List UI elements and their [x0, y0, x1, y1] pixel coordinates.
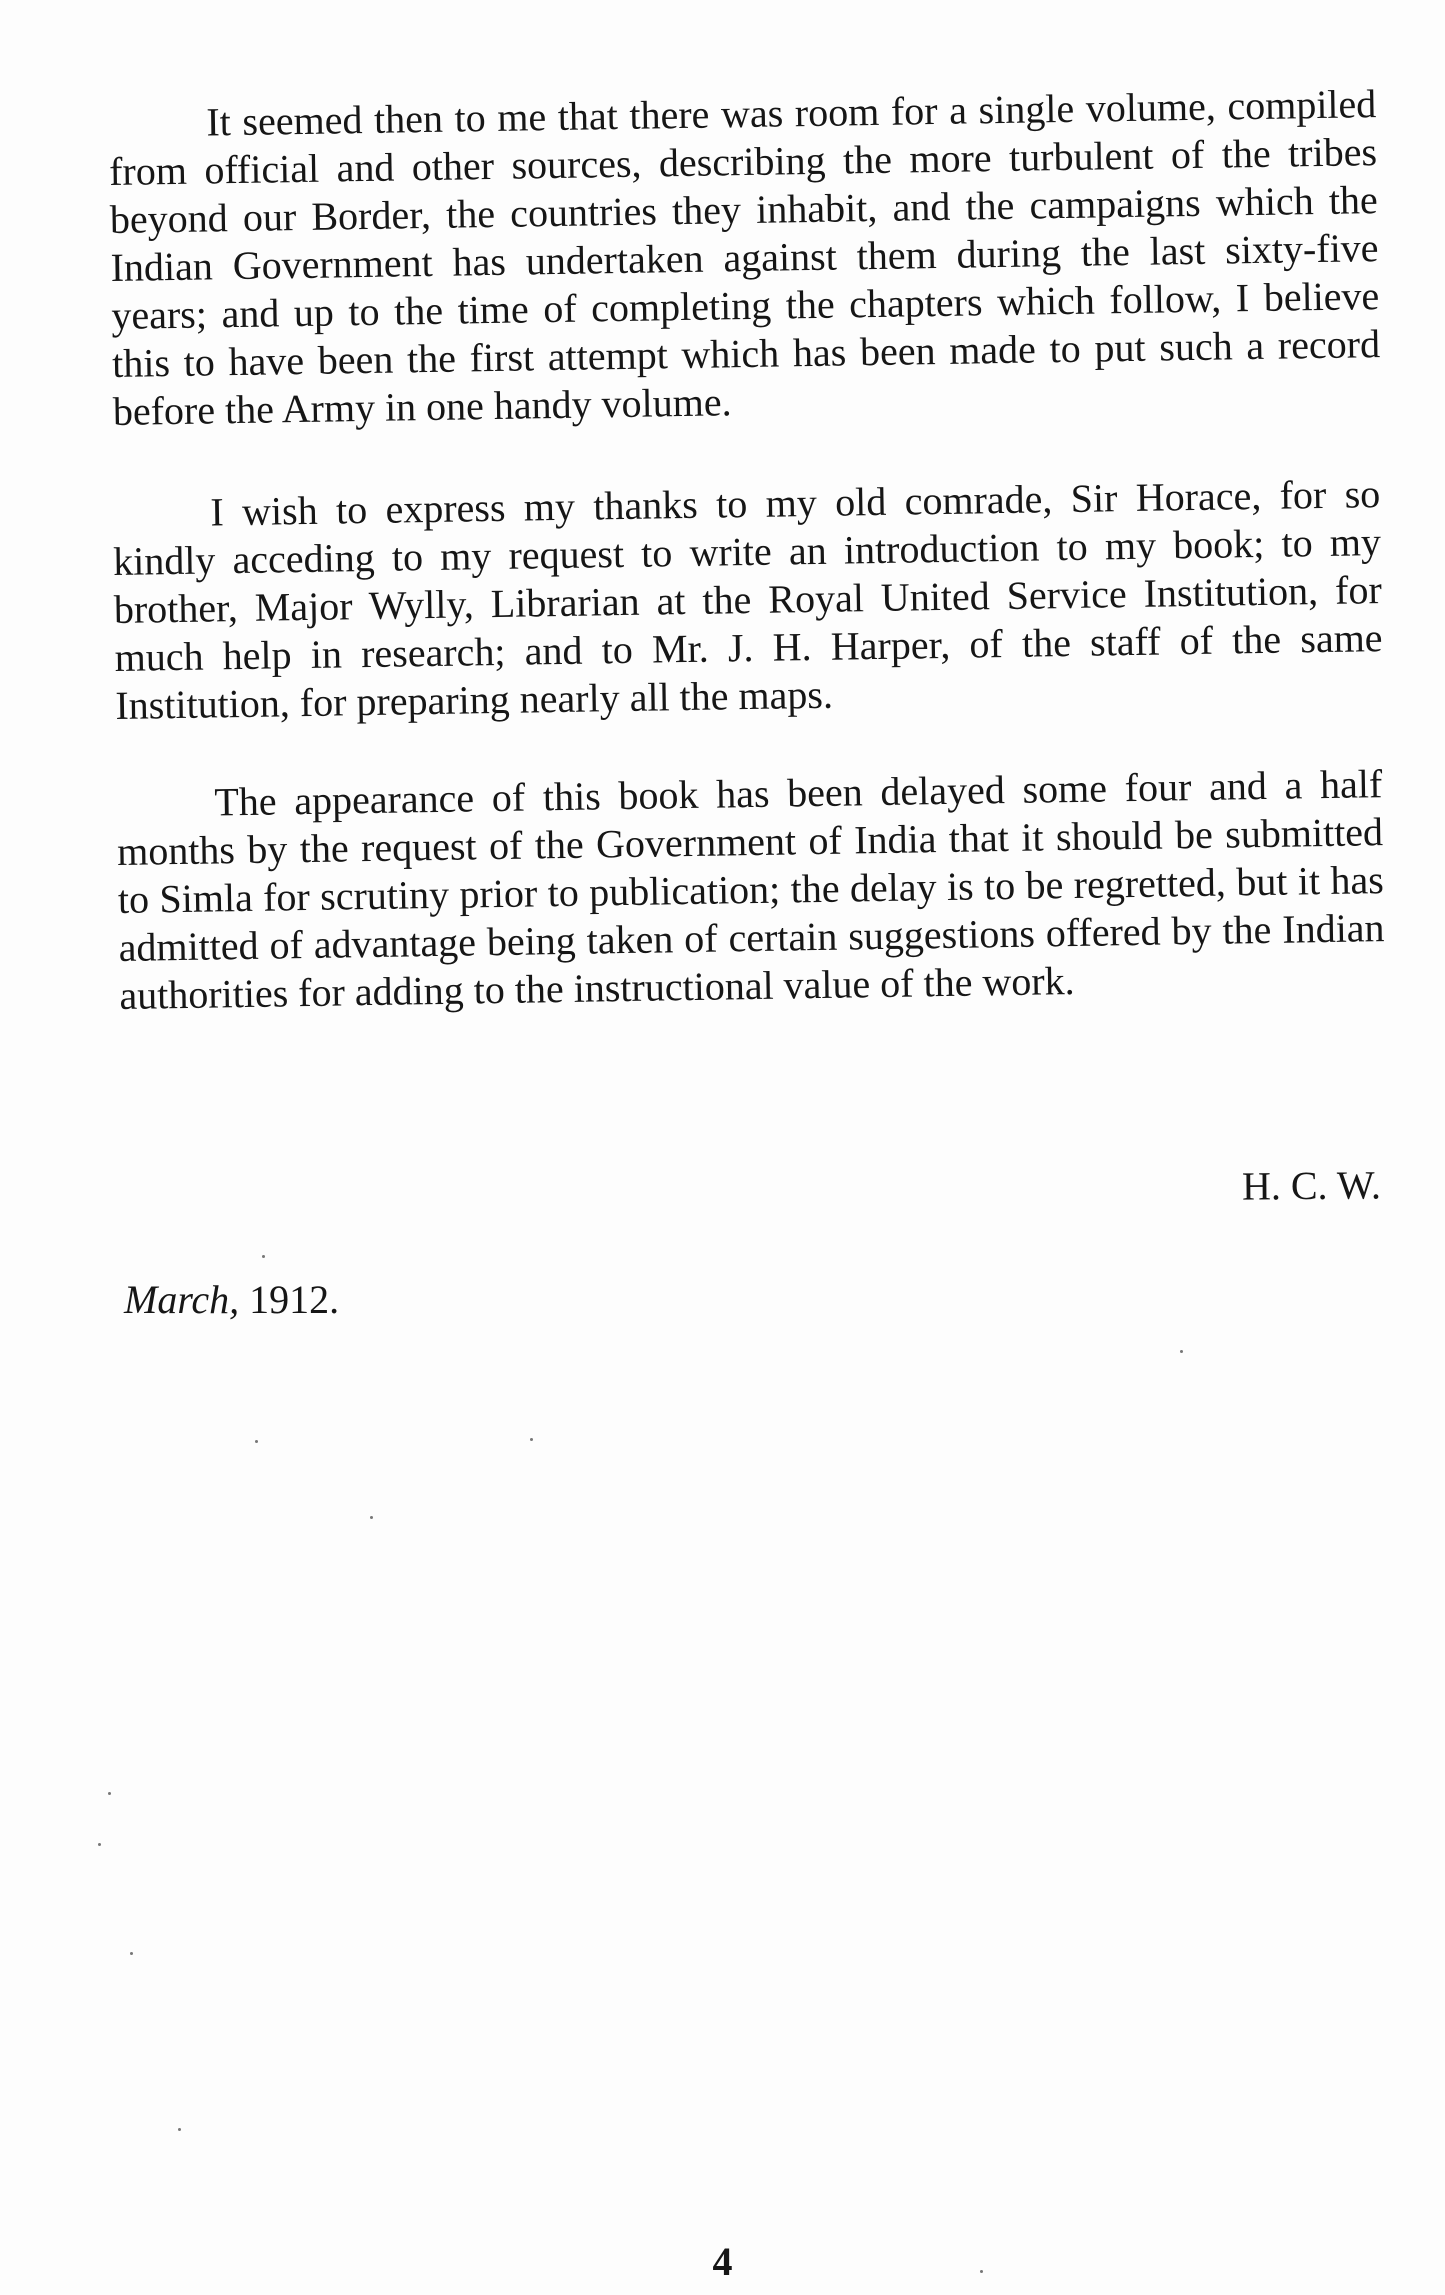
scan-speck: [262, 1255, 265, 1258]
author-initials: H. C. W.: [1241, 1162, 1382, 1209]
date-line: [124, 1276, 339, 1323]
date-year: 1912.: [249, 1277, 340, 1322]
scan-speck: [980, 2270, 983, 2273]
paragraph-acknowledgements: I wish to express my thanks to my old comrade, Sir Horace, for so kindly acceding to my request to write an introduction to my book; to my brother, Major Wylly, Librarian at the Royal United Service Institution, for much help in research; and to Mr. J. H. Harper, of the staff of the same Institution, for preparing nearly all the maps.: [112, 471, 1383, 728]
scan-speck: [130, 1952, 133, 1955]
scan-speck: [530, 1438, 533, 1441]
date-month: March,: [124, 1277, 240, 1322]
scan-speck: [255, 1440, 258, 1443]
scan-speck: [108, 1792, 111, 1795]
paragraph-volume-purpose: It seemed then to me that there was room for a single volume, compiled from official and other sources, describing the more turbulent of the tribes beyond our Border, the countries they inhabit, and the campaigns which the Indian Government has undertaken against them during the last sixty-five years; and up to the time of completing the chapters which follow, I believe this to have been the first attempt which has been made to put such a record before the Army in one handy volume.: [108, 81, 1381, 434]
paragraph-publication-delay: The appearance of this book has been delayed some four and a half months by the request of the Government of India that it should be submitted to Simla for scrutiny prior to publication; the delay is to be regretted, but it has admitted of advantage being taken of certain suggestions offered by the Indian authorities for adding to the instructional value of the work.: [116, 761, 1385, 1018]
scan-speck: [98, 1843, 101, 1846]
scan-speck: [178, 2128, 181, 2131]
page-number: 4: [712, 2239, 733, 2284]
scan-speck: [1180, 1350, 1183, 1353]
scan-speck: [370, 1516, 373, 1519]
